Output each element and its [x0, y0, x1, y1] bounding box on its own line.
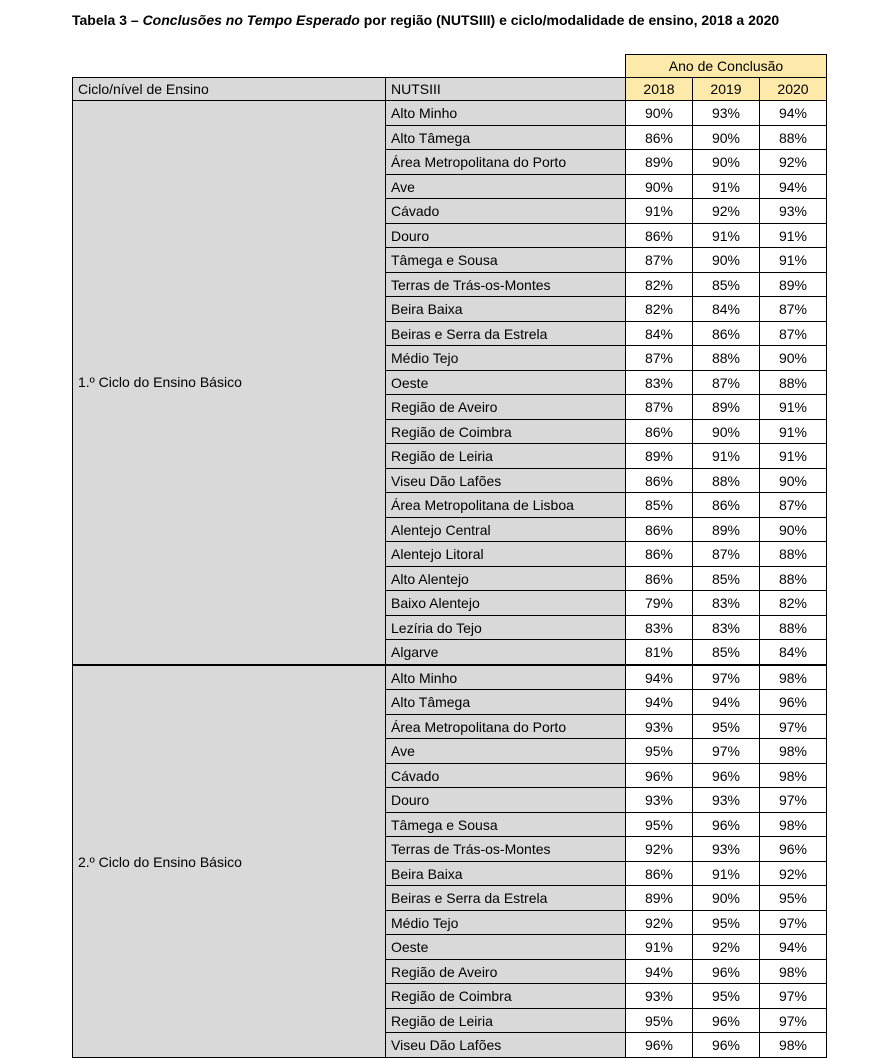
- region-cell: Médio Tejo: [386, 911, 626, 935]
- value-cell: 82%: [626, 273, 693, 297]
- cycle-cell: 2.º Ciclo do Ensino Básico: [73, 665, 386, 1058]
- value-cell: 90%: [760, 469, 827, 493]
- value-cell: 94%: [760, 935, 827, 960]
- region-cell: Região de Leiria: [386, 1009, 626, 1033]
- value-cell: 88%: [760, 616, 827, 640]
- col-header-year: 2019: [693, 78, 760, 101]
- value-cell: 96%: [693, 764, 760, 788]
- blank-cell: [386, 55, 626, 78]
- value-cell: 96%: [693, 960, 760, 984]
- value-cell: 94%: [626, 665, 693, 690]
- table-row: [73, 101, 827, 126]
- region-cell: Beira Baixa: [386, 862, 626, 886]
- region-cell: Região de Leiria: [386, 444, 626, 469]
- region-cell: Beira Baixa: [386, 297, 626, 322]
- value-cell: 92%: [693, 199, 760, 224]
- value-cell: 82%: [760, 591, 827, 616]
- value-cell: 95%: [693, 911, 760, 935]
- region-cell: Ave: [386, 739, 626, 764]
- value-cell: 92%: [626, 837, 693, 862]
- region-cell: Tâmega e Sousa: [386, 813, 626, 837]
- value-cell: 86%: [626, 469, 693, 493]
- region-cell: Tâmega e Sousa: [386, 248, 626, 273]
- value-cell: 98%: [760, 739, 827, 764]
- header-row-top: [73, 55, 827, 78]
- value-cell: 97%: [760, 911, 827, 935]
- region-cell: Região de Aveiro: [386, 395, 626, 420]
- value-cell: 86%: [626, 542, 693, 567]
- value-cell: 83%: [626, 616, 693, 640]
- value-cell: 90%: [760, 346, 827, 371]
- value-cell: 98%: [760, 960, 827, 984]
- value-cell: 94%: [626, 690, 693, 715]
- value-cell: 93%: [626, 715, 693, 739]
- region-cell: Alto Tâmega: [386, 690, 626, 715]
- value-cell: 88%: [760, 126, 827, 150]
- value-cell: 93%: [626, 788, 693, 813]
- value-cell: 91%: [760, 444, 827, 469]
- value-cell: 82%: [626, 297, 693, 322]
- value-cell: 93%: [693, 837, 760, 862]
- value-cell: 88%: [693, 346, 760, 371]
- value-cell: 95%: [626, 813, 693, 837]
- value-cell: 98%: [760, 764, 827, 788]
- header-row: [73, 78, 827, 101]
- region-cell: Área Metropolitana de Lisboa: [386, 493, 626, 518]
- value-cell: 94%: [626, 960, 693, 984]
- value-cell: 87%: [626, 346, 693, 371]
- value-cell: 89%: [626, 886, 693, 911]
- value-cell: 86%: [626, 567, 693, 591]
- region-cell: Viseu Dão Lafões: [386, 469, 626, 493]
- group-header: Ano de Conclusão: [626, 55, 827, 78]
- value-cell: 97%: [760, 984, 827, 1009]
- region-cell: Viseu Dão Lafões: [386, 1033, 626, 1058]
- value-cell: 93%: [626, 984, 693, 1009]
- value-cell: 96%: [626, 1033, 693, 1058]
- value-cell: 85%: [693, 273, 760, 297]
- value-cell: 90%: [626, 101, 693, 126]
- value-cell: 90%: [760, 518, 827, 542]
- region-cell: Alentejo Litoral: [386, 542, 626, 567]
- value-cell: 87%: [626, 395, 693, 420]
- value-cell: 92%: [760, 862, 827, 886]
- value-cell: 96%: [693, 813, 760, 837]
- value-cell: 95%: [760, 886, 827, 911]
- table-caption: [72, 12, 779, 28]
- col-header-year: 2018: [626, 78, 693, 101]
- value-cell: 86%: [626, 126, 693, 150]
- value-cell: 95%: [693, 715, 760, 739]
- region-cell: Baixo Alentejo: [386, 591, 626, 616]
- value-cell: 89%: [693, 395, 760, 420]
- region-cell: Alto Minho: [386, 665, 626, 690]
- value-cell: 88%: [760, 542, 827, 567]
- value-cell: 86%: [693, 493, 760, 518]
- value-cell: 87%: [760, 493, 827, 518]
- region-cell: Lezíria do Tejo: [386, 616, 626, 640]
- value-cell: 87%: [760, 297, 827, 322]
- col-header-region: NUTSIII: [386, 78, 626, 101]
- value-cell: 87%: [760, 322, 827, 346]
- value-cell: 81%: [626, 640, 693, 666]
- value-cell: 88%: [760, 567, 827, 591]
- region-cell: Alentejo Central: [386, 518, 626, 542]
- value-cell: 95%: [626, 1009, 693, 1033]
- value-cell: 94%: [760, 101, 827, 126]
- value-cell: 89%: [626, 444, 693, 469]
- value-cell: 97%: [760, 788, 827, 813]
- value-cell: 91%: [760, 248, 827, 273]
- value-cell: 90%: [693, 420, 760, 444]
- value-cell: 84%: [760, 640, 827, 666]
- value-cell: 91%: [693, 862, 760, 886]
- value-cell: 96%: [760, 837, 827, 862]
- value-cell: 90%: [693, 248, 760, 273]
- value-cell: 94%: [693, 690, 760, 715]
- region-cell: Douro: [386, 224, 626, 248]
- region-cell: Região de Aveiro: [386, 960, 626, 984]
- region-cell: Região de Coimbra: [386, 984, 626, 1009]
- value-cell: 97%: [760, 1009, 827, 1033]
- region-cell: Região de Coimbra: [386, 420, 626, 444]
- value-cell: 96%: [693, 1033, 760, 1058]
- region-cell: Área Metropolitana do Porto: [386, 715, 626, 739]
- value-cell: 86%: [626, 420, 693, 444]
- value-cell: 97%: [760, 715, 827, 739]
- value-cell: 91%: [626, 935, 693, 960]
- cycle-cell: 1.º Ciclo do Ensino Básico: [73, 101, 386, 666]
- value-cell: 87%: [693, 371, 760, 395]
- value-cell: 89%: [626, 150, 693, 175]
- value-cell: 83%: [693, 591, 760, 616]
- value-cell: 96%: [693, 1009, 760, 1033]
- value-cell: 86%: [626, 224, 693, 248]
- value-cell: 86%: [626, 518, 693, 542]
- value-cell: 89%: [693, 518, 760, 542]
- value-cell: 84%: [626, 322, 693, 346]
- region-cell: Área Metropolitana do Porto: [386, 150, 626, 175]
- value-cell: 96%: [626, 764, 693, 788]
- value-cell: 91%: [693, 175, 760, 199]
- value-cell: 93%: [693, 101, 760, 126]
- region-cell: Alto Alentejo: [386, 567, 626, 591]
- value-cell: 92%: [760, 150, 827, 175]
- value-cell: 91%: [760, 395, 827, 420]
- value-cell: 85%: [693, 640, 760, 666]
- region-cell: Médio Tejo: [386, 346, 626, 371]
- caption-prefix: Tabela 3 –: [72, 12, 143, 28]
- value-cell: 85%: [693, 567, 760, 591]
- region-cell: Terras de Trás-os-Montes: [386, 273, 626, 297]
- value-cell: 98%: [760, 813, 827, 837]
- value-cell: 90%: [693, 886, 760, 911]
- value-cell: 91%: [760, 420, 827, 444]
- data-table: [72, 54, 827, 1058]
- region-cell: Cávado: [386, 199, 626, 224]
- value-cell: 92%: [693, 935, 760, 960]
- value-cell: 88%: [693, 469, 760, 493]
- value-cell: 90%: [693, 150, 760, 175]
- value-cell: 93%: [760, 199, 827, 224]
- table-row: [73, 665, 827, 690]
- value-cell: 91%: [626, 199, 693, 224]
- col-header-cycle: Ciclo/nível de Ensino: [73, 78, 386, 101]
- region-cell: Beiras e Serra da Estrela: [386, 886, 626, 911]
- value-cell: 98%: [760, 665, 827, 690]
- value-cell: 86%: [626, 862, 693, 886]
- value-cell: 87%: [693, 542, 760, 567]
- caption-italic: Conclusões no Tempo Esperado: [142, 12, 360, 28]
- value-cell: 91%: [693, 224, 760, 248]
- region-cell: Beiras e Serra da Estrela: [386, 322, 626, 346]
- value-cell: 91%: [693, 444, 760, 469]
- region-cell: Terras de Trás-os-Montes: [386, 837, 626, 862]
- region-cell: Oeste: [386, 935, 626, 960]
- region-cell: Ave: [386, 175, 626, 199]
- value-cell: 91%: [760, 224, 827, 248]
- region-cell: Cávado: [386, 764, 626, 788]
- value-cell: 98%: [760, 1033, 827, 1058]
- region-cell: Alto Minho: [386, 101, 626, 126]
- blank-cell: [73, 55, 386, 78]
- value-cell: 90%: [626, 175, 693, 199]
- caption-suffix: por região (NUTSIII) e ciclo/modalidade de ensino, 2018 a 2020: [359, 12, 780, 28]
- value-cell: 83%: [626, 371, 693, 395]
- value-cell: 79%: [626, 591, 693, 616]
- value-cell: 84%: [693, 297, 760, 322]
- region-cell: Algarve: [386, 640, 626, 666]
- value-cell: 92%: [626, 911, 693, 935]
- value-cell: 95%: [693, 984, 760, 1009]
- value-cell: 97%: [693, 739, 760, 764]
- value-cell: 95%: [626, 739, 693, 764]
- value-cell: 90%: [693, 126, 760, 150]
- value-cell: 93%: [693, 788, 760, 813]
- value-cell: 88%: [760, 371, 827, 395]
- value-cell: 85%: [626, 493, 693, 518]
- value-cell: 94%: [760, 175, 827, 199]
- value-cell: 83%: [693, 616, 760, 640]
- region-cell: Alto Tâmega: [386, 126, 626, 150]
- value-cell: 87%: [626, 248, 693, 273]
- value-cell: 97%: [693, 665, 760, 690]
- col-header-year: 2020: [760, 78, 827, 101]
- region-cell: Oeste: [386, 371, 626, 395]
- region-cell: Douro: [386, 788, 626, 813]
- value-cell: 96%: [760, 690, 827, 715]
- value-cell: 86%: [693, 322, 760, 346]
- value-cell: 89%: [760, 273, 827, 297]
